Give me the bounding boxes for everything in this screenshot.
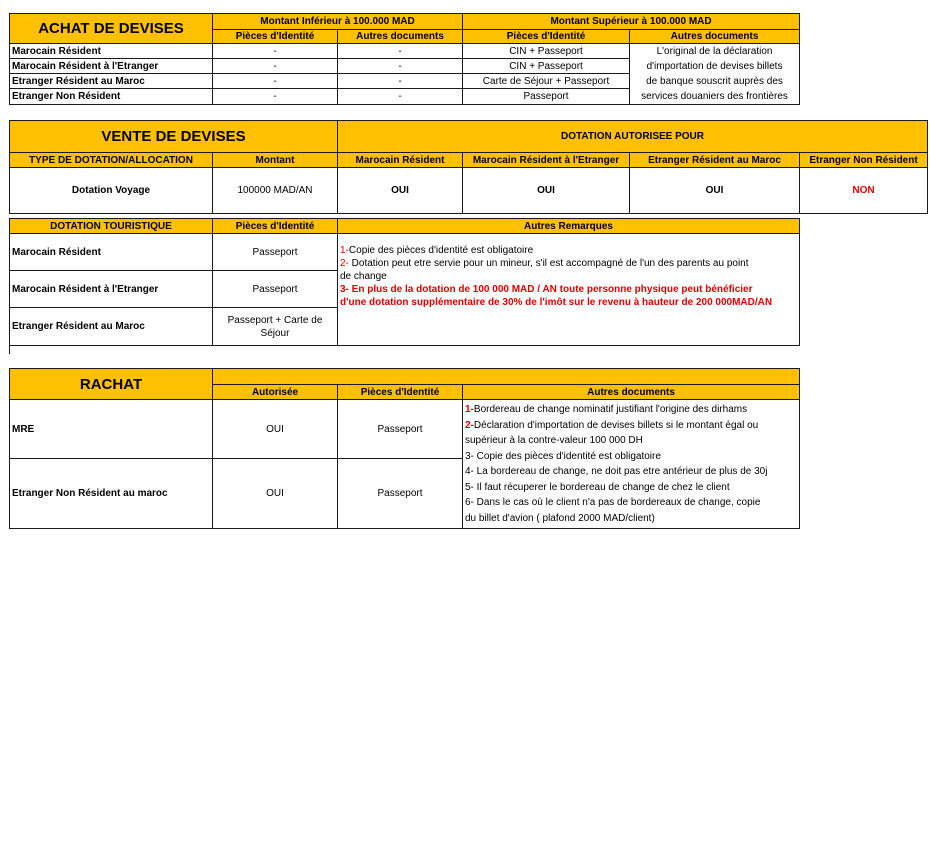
achat-sup-pieces-header: Pièces d'Identité <box>463 30 630 44</box>
achat-inf-autres: - <box>338 44 463 59</box>
achat-inf-pieces-header: Pièces d'Identité <box>213 30 338 44</box>
table-row <box>10 400 800 459</box>
rachat-doc-2-continued: supérieur à la contre-valeur 100 000 DH <box>465 435 643 446</box>
achat-inf-pieces: - <box>213 89 338 105</box>
touristique-table <box>9 218 800 346</box>
vente-type-value: Dotation Voyage <box>10 168 213 214</box>
rachat-col-autres: Autres documents <box>463 385 800 400</box>
vente-table <box>9 120 928 214</box>
remarque-2-continued: de change <box>340 271 387 282</box>
achat-row-label: Marocain Résident <box>10 44 213 59</box>
achat-sup-autres-line: d'importation de devises billets <box>646 61 783 72</box>
achat-inf-autres: - <box>338 89 463 105</box>
achat-sup-pieces: Passeport <box>463 89 630 105</box>
rachat-doc-6-continued: du billet d'avion ( plafond 2000 MAD/client) <box>465 512 655 524</box>
touristique-row-label: Etranger Résident au Maroc <box>10 308 213 346</box>
rachat-doc-3: 3- Copie des pièces d'identité est obligatoire <box>465 450 661 462</box>
achat-inf-autres: - <box>338 59 463 74</box>
vente-col-type: TYPE DE DOTATION/ALLOCATION <box>10 153 213 168</box>
achat-sup-autres-line: services douaniers des frontières <box>641 91 788 102</box>
vente-dotation-header: DOTATION AUTORISEE POUR <box>338 121 928 153</box>
achat-sup-autres-line: de banque souscrit auprès des <box>646 76 783 87</box>
touristique-pieces: Passeport <box>213 271 338 308</box>
rachat-pieces: Passeport <box>338 400 463 459</box>
rachat-doc-5: 5- Il faut récuperer le bordereau de change de chez le client <box>465 481 730 493</box>
achat-inf-autres-header: Autres documents <box>338 30 463 44</box>
achat-sup-autres-header: Autres documents <box>630 30 800 44</box>
achat-group-inferieur: Montant Inférieur à 100.000 MAD <box>213 14 463 30</box>
table-row <box>10 44 800 59</box>
touristique-col-pieces: Pièces d'Identité <box>213 219 338 234</box>
table-row <box>10 234 800 271</box>
vente-montant-value: 100000 MAD/AN <box>213 168 338 214</box>
touristique-pieces: Passeport + Carte de Séjour <box>213 308 338 346</box>
achat-sup-autres-line: L'original de la déclaration <box>656 46 773 57</box>
rachat-row-label: MRE <box>10 400 213 459</box>
rachat-pieces: Passeport <box>338 459 463 529</box>
achat-inf-pieces: - <box>213 44 338 59</box>
achat-sup-autres-documents <box>630 44 800 105</box>
rachat-doc-6: 6- Dans le cas où le client n'a pas de bordereaux de change, copie <box>465 497 761 508</box>
rachat-header-band <box>213 369 800 385</box>
remarque-3-continued: d'une dotation supplémentaire de 30% de l'imôt sur le revenu à hauteur de 200 000MAD/AN <box>340 297 773 308</box>
rachat-autorisee: OUI <box>213 400 338 459</box>
vente-erm-value: OUI <box>630 168 800 214</box>
achat-row-label: Marocain Résident à l'Etranger <box>10 59 213 74</box>
rachat-table <box>9 368 800 529</box>
achat-inf-pieces: - <box>213 74 338 89</box>
remarque-1: 1-Copie des pièces d'identité est obligatoire <box>340 245 534 256</box>
achat-inf-pieces: - <box>213 59 338 74</box>
vente-col-marocain-resident: Marocain Résident <box>338 153 463 168</box>
achat-row-label: Etranger Non Résident <box>10 89 213 105</box>
vente-col-etranger-resident: Etranger Résident au Maroc <box>630 153 800 168</box>
rachat-doc-2: 2-Déclaration d'importation de devises billets si le montant égal ou <box>465 419 759 431</box>
achat-sup-pieces: CIN + Passeport <box>463 59 630 74</box>
rachat-col-autorisee: Autorisée <box>213 385 338 400</box>
achat-title: ACHAT DE DEVISES <box>10 14 213 44</box>
achat-sup-pieces: Carte de Séjour + Passeport <box>463 74 630 89</box>
achat-row-label: Etranger Résident au Maroc <box>10 74 213 89</box>
vente-enr-value: NON <box>800 168 928 214</box>
touristique-row-label: Marocain Résident à l'Etranger <box>10 271 213 308</box>
rachat-doc-1: 1-Bordereau de change nominatif justifiant l'origine des dirhams <box>465 404 748 415</box>
rachat-autorisee: OUI <box>213 459 338 529</box>
divider <box>9 346 10 354</box>
table-row <box>10 168 928 214</box>
remarque-2: 2- Dotation peut etre servie pour un mineur, s'il est accompagné de l'un des parents au point <box>340 258 749 269</box>
touristique-row-label: Marocain Résident <box>10 234 213 271</box>
rachat-autres-documents <box>463 400 800 529</box>
rachat-title: RACHAT <box>10 369 213 400</box>
touristique-pieces: Passeport <box>213 234 338 271</box>
achat-sup-pieces: CIN + Passeport <box>463 44 630 59</box>
touristique-remarques <box>338 234 800 346</box>
rachat-row-label: Etranger Non Résident au maroc <box>10 459 213 529</box>
touristique-col-dotation: DOTATION TOURISTIQUE <box>10 219 213 234</box>
vente-mre-value: OUI <box>463 168 630 214</box>
vente-col-montant: Montant <box>213 153 338 168</box>
vente-mr-value: OUI <box>338 168 463 214</box>
achat-inf-autres: - <box>338 74 463 89</box>
remarque-3: 3- En plus de la dotation de 100 000 MAD / AN toute personne physique peut bénéficier <box>340 284 753 295</box>
vente-col-etranger-non-resident: Etranger Non Résident <box>800 153 928 168</box>
vente-col-marocain-etranger: Marocain Résident à l'Etranger <box>463 153 630 168</box>
achat-group-superieur: Montant Supérieur à 100.000 MAD <box>463 14 800 30</box>
achat-table <box>9 13 800 105</box>
rachat-col-pieces: Pièces d'Identité <box>338 385 463 400</box>
vente-title: VENTE DE DEVISES <box>10 121 338 153</box>
rachat-doc-4: 4- La bordereau de change, ne doit pas etre antérieur de plus de 30j <box>465 466 768 477</box>
touristique-col-remarques: Autres Remarques <box>338 219 800 234</box>
